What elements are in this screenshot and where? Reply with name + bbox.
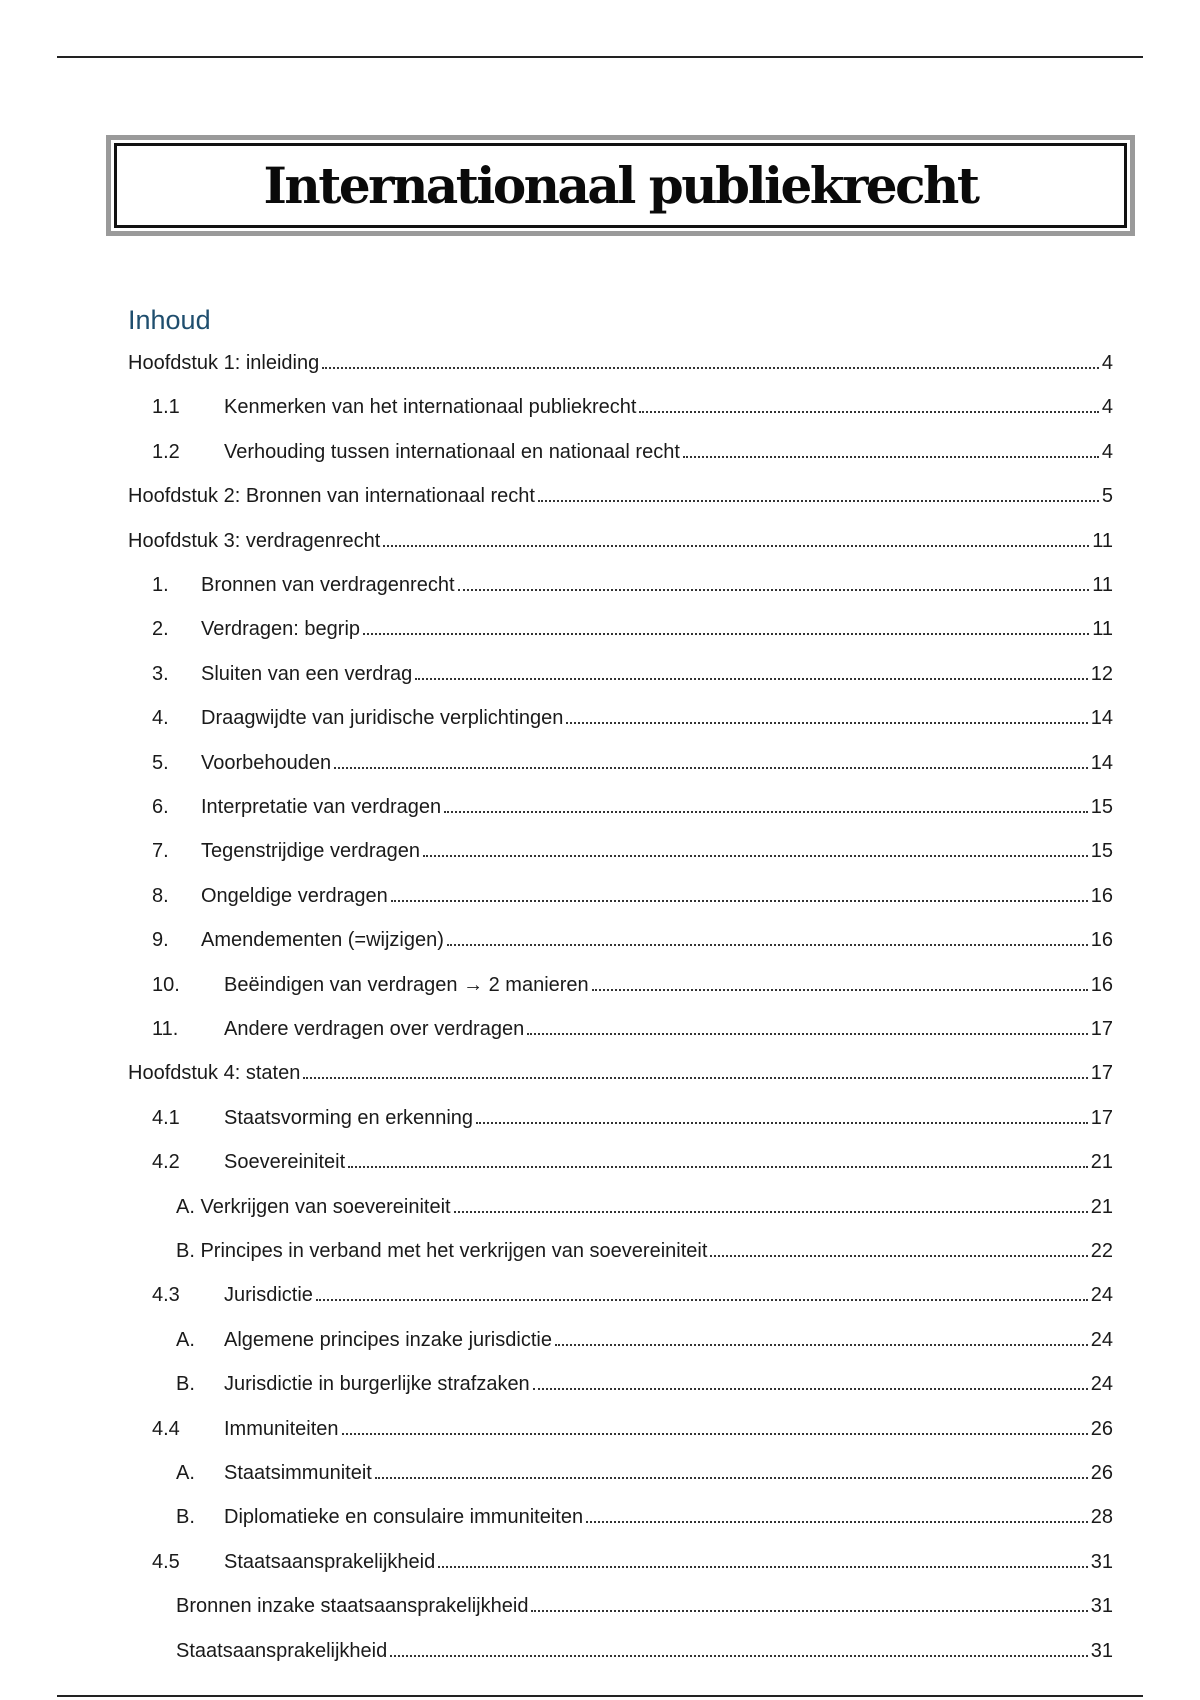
toc-entry-label: Staatsimmuniteit (224, 1462, 372, 1484)
toc-entry-number: 4.4 (152, 1418, 180, 1440)
toc-entry[interactable] (0, 1633, 1113, 1663)
dot-leader (531, 1610, 1087, 1612)
toc-entry[interactable] (0, 1544, 1113, 1574)
dot-leader (438, 1566, 1088, 1568)
toc-entry-number: 1.2 (152, 441, 180, 463)
toc-entry-page-number: 16 (1090, 885, 1113, 907)
toc-entry-page-number: 26 (1090, 1462, 1113, 1484)
toc-entry-page-number: 17 (1090, 1062, 1113, 1084)
toc-entry[interactable] (0, 434, 1113, 464)
toc-entry-label: Hoofdstuk 2: Bronnen van internationaal recht (128, 485, 535, 507)
dot-leader (391, 900, 1088, 902)
dot-leader (390, 1655, 1088, 1657)
toc-entry-page-number: 11 (1092, 530, 1113, 552)
dot-leader (533, 1388, 1088, 1390)
toc-entry[interactable] (0, 389, 1113, 419)
toc-entry-number: 9. (152, 929, 169, 951)
toc-entry-page-number: 24 (1090, 1329, 1113, 1351)
toc-entry-label: Immuniteiten (224, 1418, 339, 1440)
toc-entry-label: Draagwijdte van juridische verplichtingen (201, 707, 564, 729)
toc-entry-number: 4.3 (152, 1284, 180, 1306)
toc-entry[interactable] (0, 1277, 1113, 1307)
toc-entry[interactable] (0, 1366, 1113, 1396)
toc-entry-number: 2. (152, 618, 169, 640)
toc-entry-number: 10. (152, 974, 180, 996)
toc-entry-label: Hoofdstuk 1: inleiding (128, 352, 320, 374)
dot-leader (383, 545, 1089, 547)
dot-leader (476, 1122, 1088, 1124)
toc-entry-page-number: 17 (1090, 1018, 1113, 1040)
dot-leader (458, 589, 1090, 591)
toc-entry-page-number: 26 (1090, 1418, 1113, 1440)
toc-entry-page-number: 5 (1101, 485, 1113, 507)
toc-entry[interactable] (0, 345, 1113, 375)
dot-leader (639, 411, 1098, 413)
toc-entry[interactable] (0, 1455, 1113, 1485)
toc-entry-label: Tegenstrijdige verdragen (201, 840, 421, 862)
toc-entry-label: Voorbehouden (201, 752, 332, 774)
dot-leader (348, 1166, 1088, 1168)
toc-entry[interactable] (0, 1055, 1113, 1085)
toc-entry[interactable] (0, 1411, 1113, 1441)
toc-entry-number: 1. (152, 574, 169, 596)
toc-entry-label: Jurisdictie (224, 1284, 313, 1306)
toc-entry-label: Hoofdstuk 3: verdragenrecht (128, 530, 381, 552)
dot-leader (363, 633, 1089, 635)
toc-entry-number: A. (176, 1462, 195, 1484)
dot-leader (586, 1521, 1088, 1523)
toc-entry-page-number: 21 (1090, 1151, 1113, 1173)
toc-entry-label: Staatsaansprakelijkheid (176, 1640, 388, 1662)
dot-leader (322, 367, 1099, 369)
toc-entry-number: 3. (152, 663, 169, 685)
toc-entry-page-number: 4 (1101, 352, 1113, 374)
toc-entry-label: Bronnen van verdragenrecht (201, 574, 455, 596)
toc-entry-label: Sluiten van een verdrag (201, 663, 413, 685)
toc-entry-page-number: 31 (1090, 1551, 1113, 1573)
dot-leader (555, 1344, 1088, 1346)
toc-entry[interactable] (0, 967, 1113, 997)
dot-leader (566, 722, 1087, 724)
toc-entry[interactable] (0, 478, 1113, 508)
toc-entry-label: Verhouding tussen internationaal en nationaal recht (224, 441, 680, 463)
toc-entry-number: 11. (152, 1018, 179, 1040)
toc-entry-page-number: 15 (1090, 796, 1113, 818)
toc-entry-number: 5. (152, 752, 169, 774)
toc-entry[interactable] (0, 1189, 1113, 1219)
toc-entry-page-number: 4 (1101, 396, 1113, 418)
toc-entry-page-number: 14 (1090, 752, 1113, 774)
toc-entry-page-number: 11 (1092, 574, 1113, 596)
dot-leader (527, 1033, 1088, 1035)
toc-entry-number: 8. (152, 885, 169, 907)
dot-leader (342, 1433, 1088, 1435)
toc-entry[interactable] (0, 1011, 1113, 1041)
title-box (114, 143, 1127, 228)
toc-entry[interactable] (0, 611, 1113, 641)
toc-entry-page-number: 4 (1101, 441, 1113, 463)
toc-entry-page-number: 31 (1090, 1640, 1113, 1662)
dot-leader (303, 1077, 1087, 1079)
toc-entry-page-number: 11 (1092, 618, 1113, 640)
toc-entry[interactable] (0, 700, 1113, 730)
toc-entry-label: Kenmerken van het internationaal publiekrecht (224, 396, 637, 418)
toc-entry-label: Bronnen inzake staatsaansprakelijkheid (176, 1595, 529, 1617)
toc-entry-page-number: 24 (1090, 1373, 1113, 1395)
toc-heading: Inhoud (128, 305, 211, 335)
toc-entry-label: Verdragen: begrip (201, 618, 361, 640)
toc-entry-page-number: 14 (1090, 707, 1113, 729)
toc-entry-number: 4.5 (152, 1551, 180, 1573)
toc-entry-number: 7. (152, 840, 169, 862)
toc-entry-number: 6. (152, 796, 169, 818)
dot-leader (538, 500, 1099, 502)
toc-entry-label: Amendementen (=wijzigen) (201, 929, 444, 951)
toc-entry-label: Andere verdragen over verdragen (224, 1018, 525, 1040)
toc-entry-label: Jurisdictie in burgerlijke strafzaken (224, 1373, 530, 1395)
toc-entry-page-number: 31 (1090, 1595, 1113, 1617)
toc-entry[interactable] (0, 745, 1113, 775)
toc-entry-page-number: 22 (1090, 1240, 1113, 1262)
dot-leader (683, 456, 1099, 458)
toc-entry[interactable] (0, 878, 1113, 908)
toc-entry-label: Soevereiniteit (224, 1151, 346, 1173)
toc-entry-number: A. (176, 1329, 195, 1351)
toc-entry-label: Algemene principes inzake jurisdictie (224, 1329, 552, 1351)
dot-leader (334, 767, 1088, 769)
dot-leader (710, 1255, 1087, 1257)
toc-entry[interactable] (0, 656, 1113, 686)
toc-entry[interactable] (0, 789, 1113, 819)
toc-entry-number: B. (176, 1373, 195, 1395)
toc-entry-page-number: 28 (1090, 1506, 1113, 1528)
footer-rule (57, 1695, 1143, 1697)
dot-leader (423, 855, 1088, 857)
dot-leader (415, 678, 1088, 680)
toc-entry-label: Staatsaansprakelijkheid (224, 1551, 436, 1573)
toc-entry-number: 4.1 (152, 1107, 180, 1129)
toc-entry-number: B. (176, 1506, 195, 1528)
document-title: Internationaal publiekrecht (263, 155, 978, 215)
toc-entry-label: Hoofdstuk 4: staten (128, 1062, 301, 1084)
dot-leader (375, 1477, 1088, 1479)
toc-entry-page-number: 24 (1090, 1284, 1113, 1306)
toc-entry-label: A. Verkrijgen van soevereiniteit (176, 1196, 451, 1218)
toc-entry-number: 4.2 (152, 1151, 180, 1173)
toc-entry-label: Ongeldige verdragen (201, 885, 388, 907)
toc-entry[interactable] (0, 1588, 1113, 1618)
toc-entry-page-number: 15 (1090, 840, 1113, 862)
toc-entry-page-number: 12 (1090, 663, 1113, 685)
dot-leader (316, 1299, 1088, 1301)
toc-entry-label: Staatsvorming en erkenning (224, 1107, 474, 1129)
toc-entry[interactable] (0, 1233, 1113, 1263)
dot-leader (447, 944, 1088, 946)
dot-leader (592, 989, 1088, 991)
toc-entry[interactable] (0, 1322, 1113, 1352)
title-frame (106, 135, 1135, 236)
toc-entry-label: Interpretatie van verdragen (201, 796, 442, 818)
toc-entry[interactable] (0, 922, 1113, 952)
toc-entry[interactable] (0, 523, 1113, 553)
toc-entry-label: Beëindigen van verdragen → 2 manieren (224, 974, 589, 996)
toc-entry-page-number: 16 (1090, 929, 1113, 951)
toc-entry[interactable] (0, 833, 1113, 863)
toc-entry[interactable] (0, 1100, 1113, 1130)
toc-entry-page-number: 21 (1090, 1196, 1113, 1218)
toc-entry-page-number: 17 (1090, 1107, 1113, 1129)
toc-entry-label: B. Principes in verband met het verkrijgen van soevereiniteit (176, 1240, 708, 1262)
toc-entry-number: 1.1 (152, 396, 180, 418)
header-rule (57, 56, 1143, 58)
toc-entry-label: Diplomatieke en consulaire immuniteiten (224, 1506, 584, 1528)
toc-entry[interactable] (0, 1499, 1113, 1529)
toc-entry-page-number: 16 (1090, 974, 1113, 996)
toc-entry-number: 4. (152, 707, 169, 729)
dot-leader (454, 1211, 1088, 1213)
toc-entry[interactable] (0, 567, 1113, 597)
toc-entry[interactable] (0, 1144, 1113, 1174)
dot-leader (444, 811, 1088, 813)
